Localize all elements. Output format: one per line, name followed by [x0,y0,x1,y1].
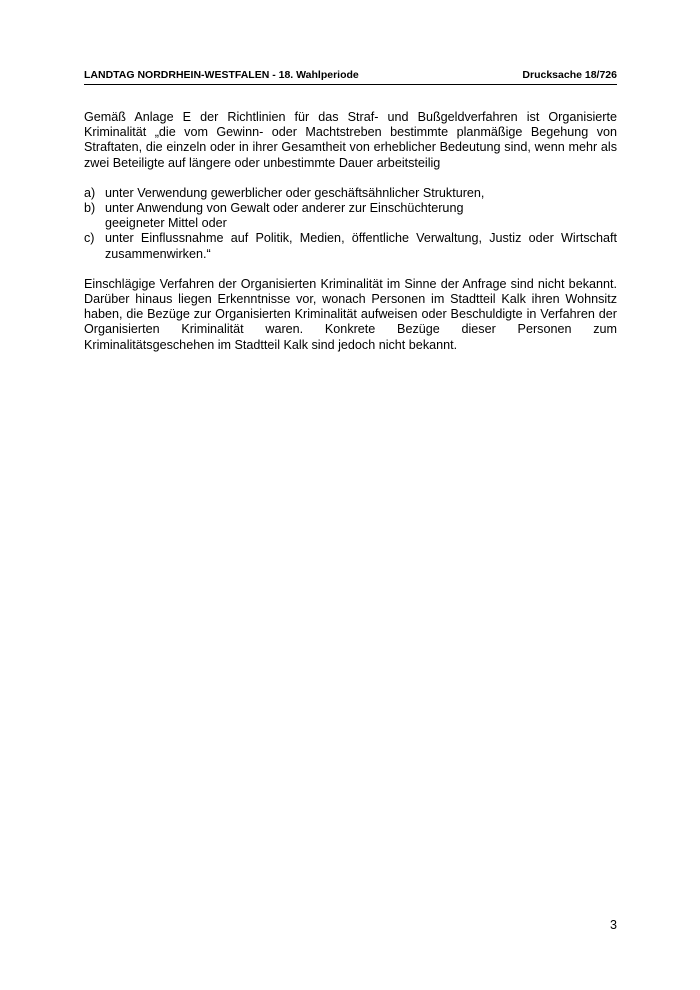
list-item-text: unter Einflussnahme auf Politik, Medien, öffentliche Verwaltung, Justiz oder Wirtschaft zusammenwirken.“ [105,231,617,261]
list-item [84,186,617,201]
list-item-line: unter Anwendung von Gewalt oder anderer zur Einschüchterung [105,201,464,216]
list-item [84,201,617,231]
header-document-number: Drucksache 18/726 [522,69,617,81]
list-marker: b) [84,201,96,216]
page-header [84,66,617,85]
list-item-text [105,201,617,231]
criteria-list [84,186,617,262]
page-number: 3 [609,918,617,932]
list-item-line: geeigneter Mittel oder [105,216,227,231]
list-marker: a) [84,185,96,200]
conclusion-paragraph: Einschlägige Verfahren der Organisierten Kriminalität im Sinne der Anfrage sind nicht bekannt. Darüber hinaus liegen Erkenntnisse vor, wonach Personen im Stadtteil Kalk ihren Wohnsitz haben, die Bezüge zur Organisierten Kriminalität aufweisen oder Beschuldigte in Verfahren der Organisierten Kriminalität waren. Konkrete Bezüge dieser Personen zum Kriminalitätsgeschehen im Stadtteil Kalk sind jedoch nicht bekannt. [84,276,617,352]
document-body [84,110,617,353]
intro-paragraph: Gemäß Anlage E der Richtlinien für das Straf- und Bußgeldverfahren ist Organisierte Kriminalität „die vom Gewinn- oder Machtstreben bestimmte planmäßige Begehung von Straftaten, die einzeln oder in ihrer Gesamtheit von erheblicher Bedeutung sind, wenn mehr als zwei Beteiligte auf längere oder unbestimmte Dauer arbeitsteilig [84,110,617,170]
list-item [84,231,617,261]
list-item-text: unter Verwendung gewerblicher oder geschäftsähnlicher Strukturen, [105,185,485,200]
header-title: LANDTAG NORDRHEIN-WESTFALEN - 18. Wahlperiode [84,69,359,81]
list-marker: c) [84,231,95,246]
